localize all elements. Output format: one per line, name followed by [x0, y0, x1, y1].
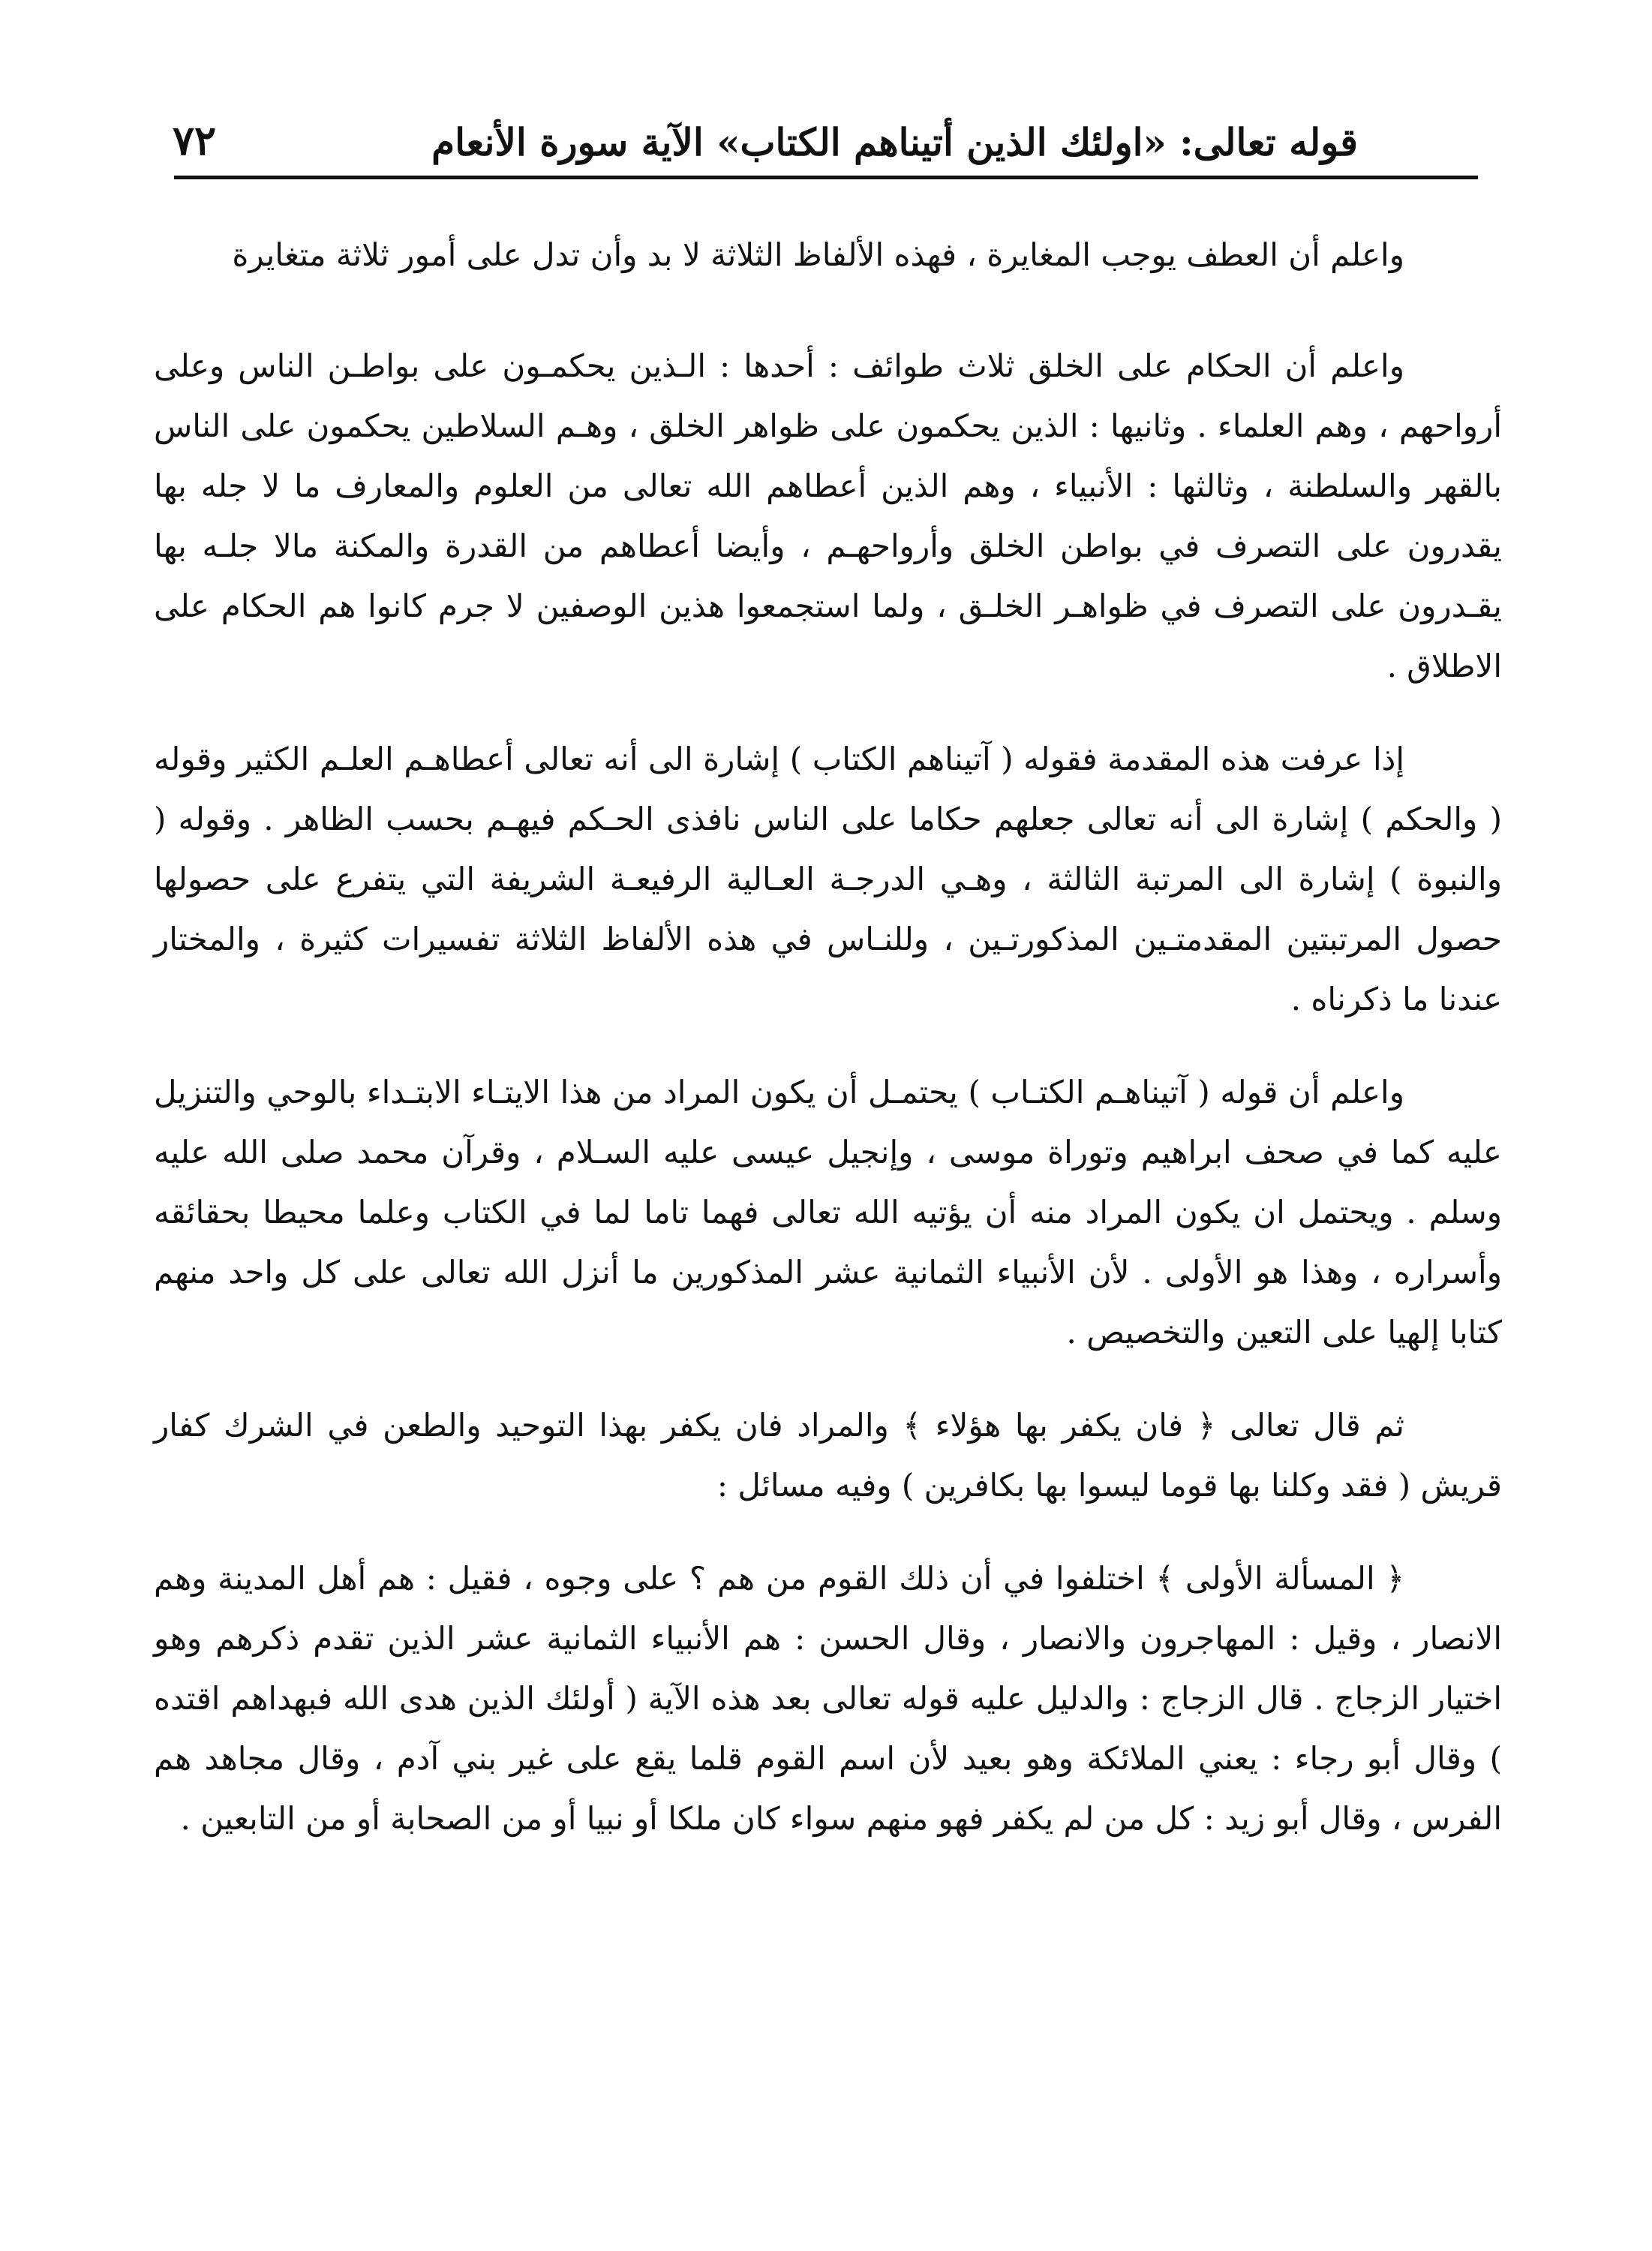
paragraph-1: واعلم أن العطف يوجب المغايرة ، فهذه الألفاظ الثلاثة لا بد وأن تدل على أمور ثلاثة متغايرة: [232, 236, 1404, 273]
page-number: ٧٢: [173, 116, 217, 165]
running-header: [173, 98, 1478, 165]
page-body: [154, 225, 1502, 1849]
header-rule: [174, 176, 1478, 179]
running-header-title: قوله تعالى: «اولئك الذين أتيناهم الكتاب» الآية سورة الأنعام: [431, 120, 1358, 164]
paragraph-5: ثم قال تعالى ﴿ فان يكفر بها هؤلاء ﴾ والمراد فان يكفر بهذا التوحيد والطعن في الشرك كفار قريش ( فقد وكلنا بها قوما ليسوا بها بكافرين ) وفيه مسائل :: [154, 1407, 1502, 1504]
paragraph-2: واعلم أن الحكام على الخلق ثلاث طوائف : أحدها : الـذين يحكمـون على بواطـن الناس وعلى أرواحهم ، وهم العلماء . وثانيها : الذين يحكمون على ظواهر الخلق ، وهـم السلاطين يحكمون على الناس بالقهر والسلطنة ، وثالثها : الأنبياء ، وهم الذين أعطاهم الله تعالى من العلوم والمعارف ما لا جله بها يقدرون على التصرف في بواطن الخلق وأرواحهـم ، وأيضا أعطاهم من القدرة والمكنة مالا جلـه بها يقـدرون على التصرف في ظواهـر الخلـق ، ولما استجمعوا هذين الوصفين لا جرم كانوا هم الحكام على الاطلاق .: [154, 347, 1502, 684]
paragraph-6: ﴿ المسألة الأولى ﴾ اختلفوا في أن ذلك القوم من هم ؟ على وجوه ، فقيل : هم أهل المدينة وهم الانصار ، وقيل : المهاجرون والانصار ، وقال الحسن : هم الأنبياء الثمانية عشر الذين تقدم ذكرهم وهو اختيار الزجاج . قال الزجاج : والدليل عليه قوله تعالى بعد هذه الآية ( أولئك الذين هدى الله فبهداهم اقتده ) وقال أبو رجاء : يعني الملائكة وهو بعيد لأن اسم القوم قلما يقع على غير بني آدم ، وقال مجاهد هم الفرس ، وقال أبو زيد : كل من لم يكفر فهو منهم سواء كان ملكا أو نبيا أو من الصحابة أو من التابعين .: [154, 1560, 1502, 1837]
paragraph-4: واعلم أن قوله ( آتيناهـم الكتـاب ) يحتمـل أن يكون المراد من هذا الايتـاء الابتـداء بالوحي والتنزيل عليه كما في صحف ابراهيم وتوراة موسى ، وإنجيل عيسى عليه السـلام ، وقرآن محمد صلى الله عليه وسلم . ويحتمل ان يكون المراد منه أن يؤتيه الله تعالى فهما تاما لما في الكتاب وعلما محيطا بحقائقه وأسراره ، وهذا هو الأولى . لأن الأنبياء الثمانية عشر المذكورين ما أنزل الله تعالى على كل واحد منهم كتابا إلهيا على التعين والتخصيص .: [154, 1074, 1502, 1351]
paragraph-3: إذا عرفت هذه المقدمة فقوله ( آتيناهم الكتاب ) إشارة الى أنه تعالى أعطاهـم العلـم الكثير وقوله ( والحكم ) إشارة الى أنه تعالى جعلهم حكاما على الناس نافذى الحـكم فيهـم بحسب الظاهر . وقوله ( والنبوة ) إشارة الى المرتبة الثالثة ، وهـي الدرجـة العـالية الرفيعـة الشريفة التي يتفرع على حصولها حصول المرتبتين المقدمتـين المذكورتـين ، وللنـاس في هذه الألفاظ الثلاثة تفسيرات كثيرة ، والمختار عندنا ما ذكرناه .: [154, 741, 1502, 1017]
